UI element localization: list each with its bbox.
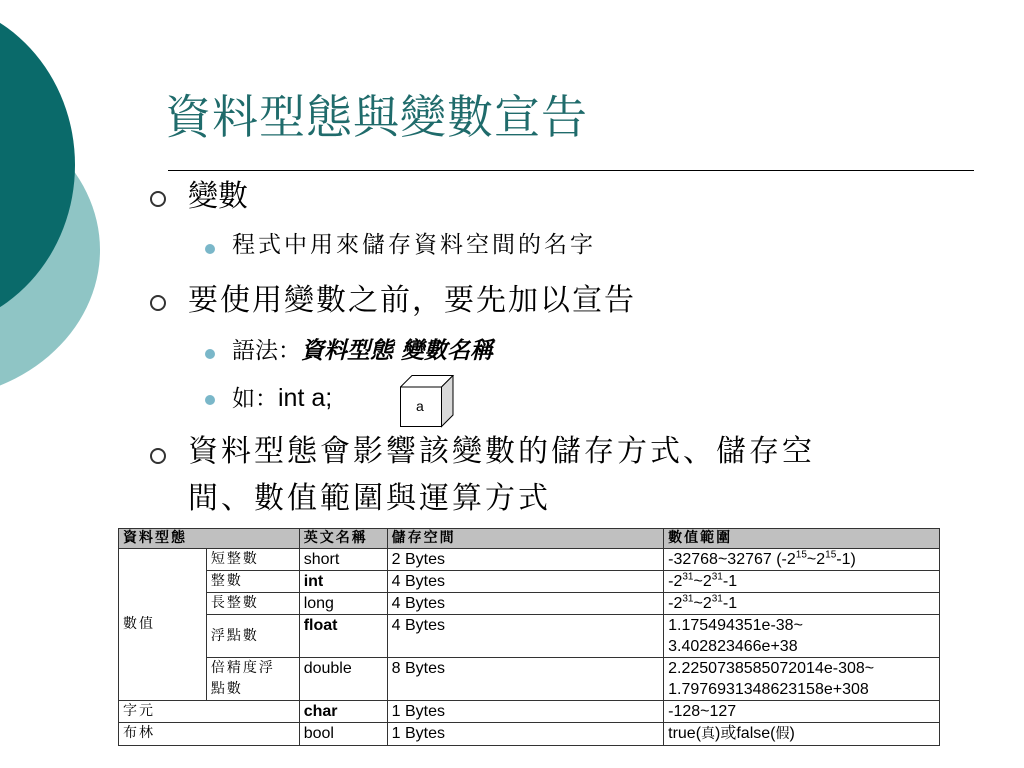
table-row bbox=[119, 571, 940, 593]
dot-bullet-icon bbox=[205, 349, 215, 359]
table-row bbox=[119, 549, 940, 571]
variable-box-cube-icon bbox=[400, 375, 460, 430]
header-value-range: 數值範圍 bbox=[664, 529, 940, 549]
data-type-table bbox=[118, 528, 940, 746]
type-char: 字元 bbox=[119, 701, 300, 723]
value-range: -32768~32767 $(-2^{15}\sim 2^{15}-1)$ bbox=[664, 549, 940, 571]
sub-type: 長整數 bbox=[206, 593, 299, 615]
table-row bbox=[119, 723, 940, 746]
value-range: $-2^{31}\sim 2^{31}-1$ bbox=[664, 593, 940, 615]
syntax-line bbox=[232, 337, 493, 366]
storage: 1 Bytes bbox=[387, 723, 664, 746]
english-name: float bbox=[299, 615, 387, 658]
table-row bbox=[119, 593, 940, 615]
hollow-circle-bullet-icon bbox=[150, 191, 166, 207]
bullet-effect-line2: 間、數值範圍與運算方式 bbox=[188, 481, 551, 516]
hollow-circle-bullet-icon bbox=[150, 448, 166, 464]
english-name: int bbox=[299, 571, 387, 593]
dot-bullet-icon bbox=[205, 395, 215, 405]
bullet-variable-definition: 程式中用來儲存資料空間的名字 bbox=[232, 232, 596, 258]
example-line bbox=[232, 383, 332, 414]
value-range: -128~127 bbox=[664, 701, 940, 723]
title-divider bbox=[168, 170, 974, 171]
table-row bbox=[119, 658, 940, 701]
sub-type: 倍精度浮 點數 bbox=[206, 658, 299, 701]
value-range: true(真)或false(假) bbox=[664, 723, 940, 746]
type-bool: 布林 bbox=[119, 723, 300, 746]
header-data-type: 資料型態 bbox=[119, 529, 300, 549]
sub-type: 短整數 bbox=[206, 549, 299, 571]
sub-type: 浮點數 bbox=[206, 615, 299, 658]
slide-title: 資料型態與變數宣告 bbox=[165, 90, 588, 144]
storage: 2 Bytes bbox=[387, 549, 664, 571]
english-name: double bbox=[299, 658, 387, 701]
table-row bbox=[119, 701, 940, 723]
english-name: char bbox=[299, 701, 387, 723]
header-english-name: 英文名稱 bbox=[299, 529, 387, 549]
storage: 1 Bytes bbox=[387, 701, 664, 723]
cube-label: a bbox=[416, 398, 424, 414]
syntax-label: 語法： bbox=[232, 338, 301, 364]
dot-bullet-icon bbox=[205, 244, 215, 254]
storage: 8 Bytes bbox=[387, 658, 664, 701]
bullet-effect-line1: 資料型態會影響該變數的儲存方式、儲存空 bbox=[188, 434, 815, 469]
example-label: 如： bbox=[232, 386, 278, 412]
example-code: int a; bbox=[278, 384, 333, 412]
table-header-row bbox=[119, 529, 940, 549]
hollow-circle-bullet-icon bbox=[150, 295, 166, 311]
english-name: long bbox=[299, 593, 387, 615]
bullet-variable: 變數 bbox=[188, 179, 248, 214]
english-name: bool bbox=[299, 723, 387, 746]
table-row bbox=[119, 615, 940, 658]
storage: 4 Bytes bbox=[387, 571, 664, 593]
storage: 4 Bytes bbox=[387, 593, 664, 615]
syntax-value: 資料型態 變數名稱 bbox=[301, 337, 494, 364]
value-range: 1.175494351e-38~ 3.402823466e+38 bbox=[664, 615, 940, 658]
group-numeric: 數值 bbox=[119, 549, 207, 701]
english-name: short bbox=[299, 549, 387, 571]
bullet-declare: 要使用變數之前，要先加以宣告 bbox=[188, 283, 636, 318]
value-range: 2.2250738585072014e-308~ 1.7976931348623158e+308 bbox=[664, 658, 940, 701]
header-storage: 儲存空間 bbox=[387, 529, 664, 549]
storage: 4 Bytes bbox=[387, 615, 664, 658]
value-range: $-2^{31}\sim 2^{31}-1$ bbox=[664, 571, 940, 593]
sub-type: 整數 bbox=[206, 571, 299, 593]
